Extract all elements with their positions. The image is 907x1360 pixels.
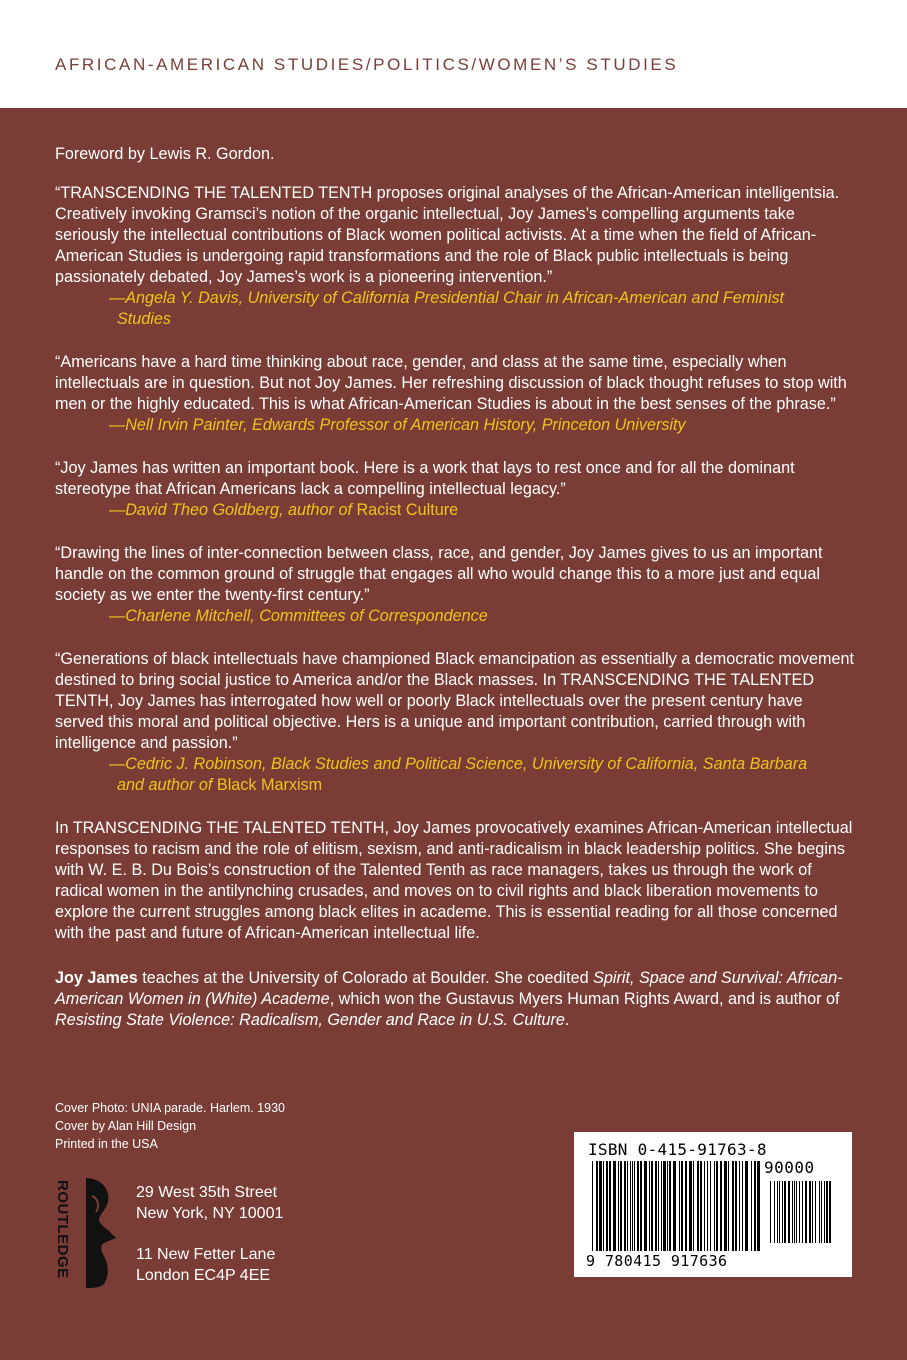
barcode-bar [735, 1161, 737, 1251]
barcode-bar [640, 1161, 642, 1251]
bio-book-title: Resisting State Violence: Radicalism, Gender and Race in U.S. Culture [55, 1011, 565, 1029]
barcode-bar [724, 1161, 727, 1251]
design-credit: Cover by Alan Hill Design [55, 1119, 197, 1133]
barcode-bar [596, 1161, 598, 1251]
ean-digits: 9 780415 917636 [586, 1252, 728, 1270]
blurb-attribution: —Charlene Mitchell, Committees of Correspondence [109, 607, 488, 625]
blurb-attribution: —Cedric J. Robinson, Black Studies and Political Science, University of California, Santa Barbara and author of [109, 755, 808, 794]
barcode-bar [784, 1181, 786, 1243]
barcode-bar [815, 1181, 816, 1243]
barcode-bar [634, 1161, 635, 1251]
barcode-bar [632, 1161, 633, 1251]
author-name: Joy James [55, 969, 138, 987]
printed-in: Printed in the USA [55, 1137, 158, 1151]
barcode-bar [644, 1161, 647, 1251]
barcode-bar [809, 1181, 811, 1243]
barcode-bar [819, 1181, 820, 1243]
foreword-line: Foreword by Lewis R. Gordon. [55, 145, 275, 163]
barcode-bar [757, 1161, 760, 1251]
attribution-book-title: Racist Culture [356, 501, 459, 519]
bio-text: , which won the Gustavus Myers Human Rights Award, and is author of [329, 990, 840, 1008]
barcode-bar [669, 1161, 671, 1251]
routledge-logo-icon [50, 1178, 125, 1288]
barcode-bar [774, 1181, 775, 1243]
barcode-bar [679, 1161, 680, 1251]
barcode-bar [613, 1161, 616, 1251]
category-header: AFRICAN-AMERICAN STUDIES/POLITICS/WOMEN’S STUDIES [55, 55, 679, 74]
blurb-mitchell [55, 543, 855, 627]
blurb-goldberg [55, 458, 855, 521]
barcode-bar [788, 1181, 790, 1243]
blurb-robinson [55, 649, 855, 796]
barcode-bar [754, 1161, 756, 1251]
barcode-bar [805, 1181, 807, 1243]
barcode-bar [655, 1161, 657, 1251]
barcode-bar [630, 1161, 631, 1251]
barcode-bar [658, 1161, 659, 1251]
barcode-bar [609, 1161, 611, 1251]
us-address-line2: New York, NY 10001 [136, 1205, 284, 1222]
blurb-quote: “Drawing the lines of inter-connection between class, race, and gender, Joy James gives to us an important handle on the common ground of struggle that engages all who would change this to a more just and equal society as we enter the twenty-first century.” [55, 544, 823, 604]
us-address-line1: 29 West 35th Street [136, 1184, 278, 1201]
price-barcode-icon [770, 1181, 834, 1245]
blurb-quote: “Joy James has written an important book. Here is a work that lays to rest once and for all the dominant stereotype that African Americans lack a compelling intellectual legacy.” [55, 459, 795, 498]
blurb-attribution: —Nell Irvin Painter, Edwards Professor of American History, Princeton University [109, 416, 686, 434]
barcode-bar [799, 1181, 800, 1243]
blurb-painter [55, 352, 855, 436]
author-bio [55, 968, 855, 1031]
barcode-bar [661, 1161, 662, 1251]
logo-head-silhouette [86, 1178, 116, 1288]
photo-credit: Cover Photo: UNIA parade. Harlem. 1930 [55, 1101, 285, 1115]
barcode-bar [824, 1181, 825, 1243]
barcode-bar [829, 1181, 831, 1243]
barcode-bar [681, 1161, 683, 1251]
blurb-quote: “Americans have a hard time thinking about race, gender, and class at the same time, especially when intellectuals are in question. But not Joy James. Her refreshing discussion of black thought refuses to stop with men or the highly educated. This is what African-American Studies is about in the best senses of the phrase.” [55, 353, 847, 413]
bio-text: . [564, 1011, 570, 1029]
barcode-bar [693, 1161, 694, 1251]
main-text [55, 144, 855, 1031]
cover-credits [55, 1099, 285, 1153]
barcode-bar [720, 1161, 722, 1251]
blurb-quote: “Generations of black intellectuals have championed Black emancipation as essentially a democratic movement destined to bring social justice to America and/or the Black masses. In TRANSCENDING THE TALENTED TENTH, Joy James has interrogated how well or poorly Black intellectuals over the present century have served this moral and political objective. Hers is a unique and important contribution, carried through with intelligence and passion.” [55, 650, 854, 752]
barcode-bar [794, 1181, 795, 1243]
bio-book-title: Spirit, Space and Survival: African-American Women in (White) Academe [55, 969, 843, 1008]
bio-text: teaches at the University of Colorado at Boulder. She coedited [137, 969, 594, 987]
barcode-bar [651, 1161, 653, 1251]
barcode-bar [732, 1161, 734, 1251]
barcode-bar [710, 1161, 711, 1251]
blurb-quote: “TRANSCENDING THE TALENTED TENTH proposes original analyses of the African-American intelligentsia. Creatively invoking Gramsci’s notion of the organic intellectual, Joy James’s compelling arguments take seriously the intellectual contributions of Black women political activists. At a time when the field of African-American Studies is undergoing rapid transformations and the role of Black public intellectuals is being passionately debated, Joy James’s work is a pioneering intervention.” [55, 184, 840, 286]
barcode-bar [700, 1161, 702, 1251]
barcode-bar [689, 1161, 692, 1251]
blurb-attribution-line [55, 500, 855, 521]
barcode-bar [826, 1181, 828, 1243]
barcode-block [574, 1132, 852, 1277]
barcode-bar [716, 1161, 718, 1251]
isbn-label: ISBN 0-415-91763-8 [588, 1140, 767, 1159]
book-description: In TRANSCENDING THE TALENTED TENTH, Joy James provocatively examines African-American intellectual responses to racism and the role of elitism, sexism, and anti-radicalism in black leadership politics. She begins with W. E. B. Du Bois’s construction of the Talented Tenth as race managers, takes us through the work of radical women in the antilynching crusades, and moves on to civil rights and black liberation movements to explore the current struggles among black elites in academe. This is essential reading for all those concerned with the past and future of African-American intellectual life. [55, 819, 853, 942]
barcode-bar [663, 1161, 666, 1251]
barcode-bar [649, 1161, 650, 1251]
uk-address-line1: 11 New Fetter Lane [136, 1246, 276, 1263]
attribution-book-title: Black Marxism [216, 776, 323, 794]
barcode-bar [685, 1161, 687, 1251]
barcode-bar [697, 1161, 699, 1251]
ean-barcode-icon [592, 1161, 762, 1253]
routledge-logo [50, 1178, 125, 1288]
top-band [0, 0, 907, 108]
barcode-bar [745, 1161, 748, 1251]
barcode-bar [627, 1161, 628, 1251]
barcode-bar [624, 1161, 626, 1251]
barcode-bar [704, 1161, 705, 1251]
price-code: 90000 [764, 1158, 815, 1177]
barcode-bar [792, 1181, 793, 1243]
barcode-bar [802, 1181, 803, 1243]
logo-wordmark: ROUTLEDGE [54, 1180, 71, 1279]
uk-address-line2: London EC4P 4EE [136, 1267, 271, 1284]
publisher-addresses [136, 1182, 283, 1286]
barcode-bar [592, 1161, 593, 1251]
barcode-bar [796, 1181, 797, 1243]
barcode-bar [751, 1161, 752, 1251]
barcode-bar [779, 1181, 780, 1243]
barcode-bar [821, 1181, 822, 1243]
barcode-bar [742, 1161, 743, 1251]
barcode-bar [620, 1161, 622, 1251]
barcode-bar [599, 1161, 602, 1251]
barcode-bar [618, 1161, 619, 1251]
barcode-bar [606, 1161, 608, 1251]
barcode-bar [770, 1181, 771, 1243]
barcode-bar [812, 1181, 813, 1243]
barcode-bar [728, 1161, 729, 1251]
barcode-bar [777, 1181, 778, 1243]
blurb-attribution: —David Theo Goldberg, author of [109, 501, 352, 519]
barcode-bar [739, 1161, 740, 1251]
barcode-bar [707, 1161, 708, 1251]
blurb-davis [55, 183, 855, 330]
barcode-bar [782, 1181, 783, 1243]
barcode-bar [637, 1161, 639, 1251]
barcode-bar [673, 1161, 676, 1251]
barcode-bar [714, 1161, 715, 1251]
blurb-attribution: —Angela Y. Davis, University of California Presidential Chair in African-American and Feminist Studies [109, 289, 785, 328]
blurb-attribution-line [55, 754, 855, 796]
barcode-bar [603, 1161, 604, 1251]
barcode-bar [667, 1161, 668, 1251]
